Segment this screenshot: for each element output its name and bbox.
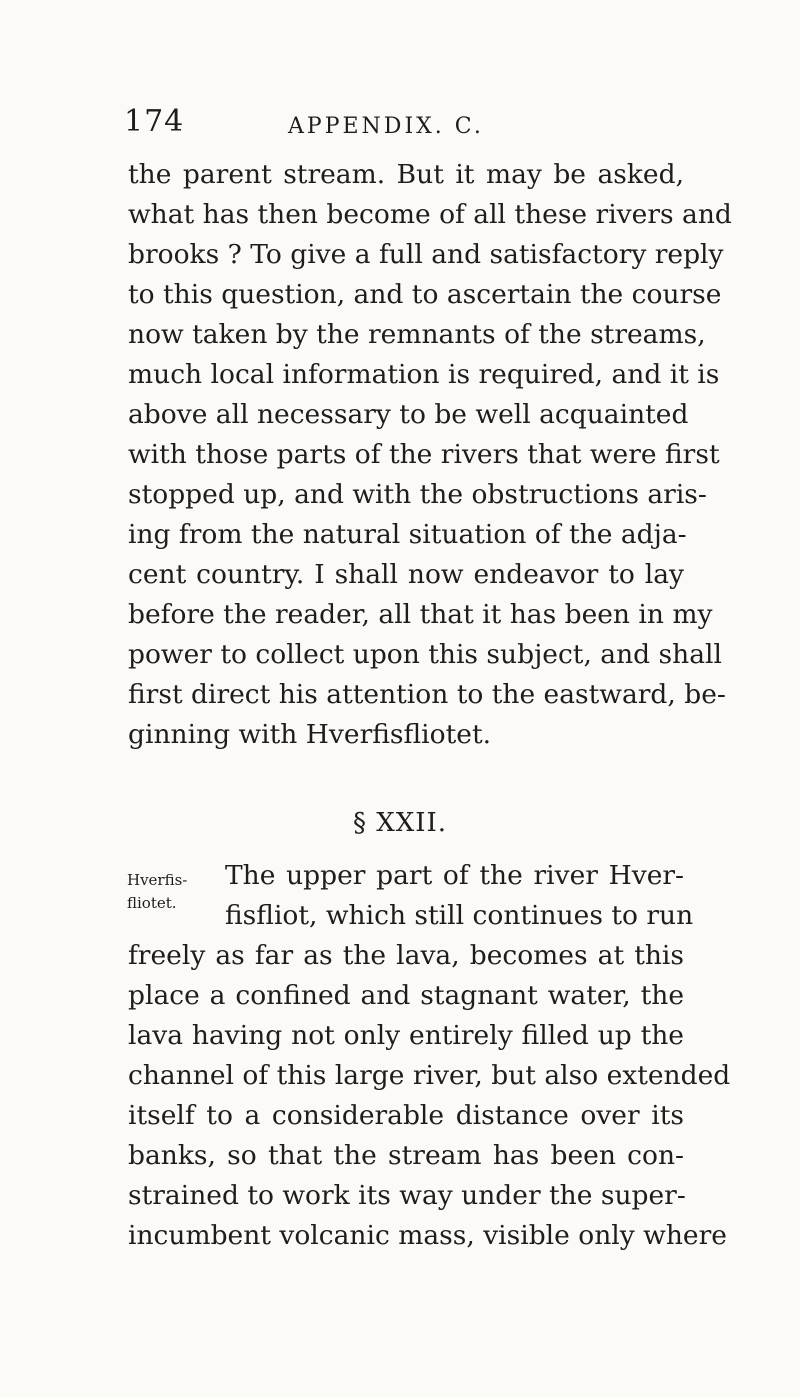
running-head: APPENDIX. C. — [288, 114, 484, 139]
text-line: lava having not only entirely filled up the — [128, 1020, 684, 1051]
text-line: power to collect upon this subject, and shall — [128, 639, 722, 670]
text-line: above all necessary to be well acquainted — [128, 399, 689, 430]
text-line: ing from the natural situation of the adja- — [128, 519, 687, 550]
text-line: before the reader, all that it has been in my — [128, 599, 713, 630]
text-line: what has then become of all these rivers and — [128, 199, 732, 230]
page-number: 174 — [124, 104, 185, 139]
text-line: itself to a considerable distance over its — [128, 1100, 684, 1131]
page-header — [124, 104, 684, 144]
text-line: brooks ? To give a full and satisfactory reply — [128, 239, 724, 270]
text-line: cent country. I shall now endeavor to lay — [128, 559, 684, 590]
margin-note-line: fliotet. — [127, 894, 177, 912]
text-line: incumbent volcanic mass, visible only where — [128, 1220, 727, 1251]
text-line: with those parts of the rivers that were first — [128, 439, 720, 470]
text-line: stopped up, and with the obstructions aris- — [128, 479, 707, 510]
margin-note-line: Hverfis- — [127, 871, 188, 889]
text-line: ginning with Hverfisfliotet. — [128, 719, 492, 750]
text-line: The upper part of the river Hver- — [225, 860, 684, 891]
section-heading: § XXII. — [352, 808, 448, 838]
text-line: channel of this large river, but also extended — [128, 1060, 731, 1091]
text-line: freely as far as the lava, becomes at this — [128, 940, 684, 971]
text-line: first direct his attention to the eastward, be- — [128, 679, 726, 710]
text-line: fisfliot, which still continues to run — [225, 900, 694, 931]
text-line: strained to work its way under the super- — [128, 1180, 686, 1211]
text-line: now taken by the remnants of the streams, — [128, 319, 706, 350]
text-line: to this question, and to ascertain the course — [128, 279, 722, 310]
text-line: place a confined and stagnant water, the — [128, 980, 684, 1011]
text-line: much local information is required, and it is — [128, 359, 720, 390]
text-line: banks, so that the stream has been con- — [128, 1140, 684, 1171]
text-line: the parent stream. But it may be asked, — [128, 159, 684, 190]
